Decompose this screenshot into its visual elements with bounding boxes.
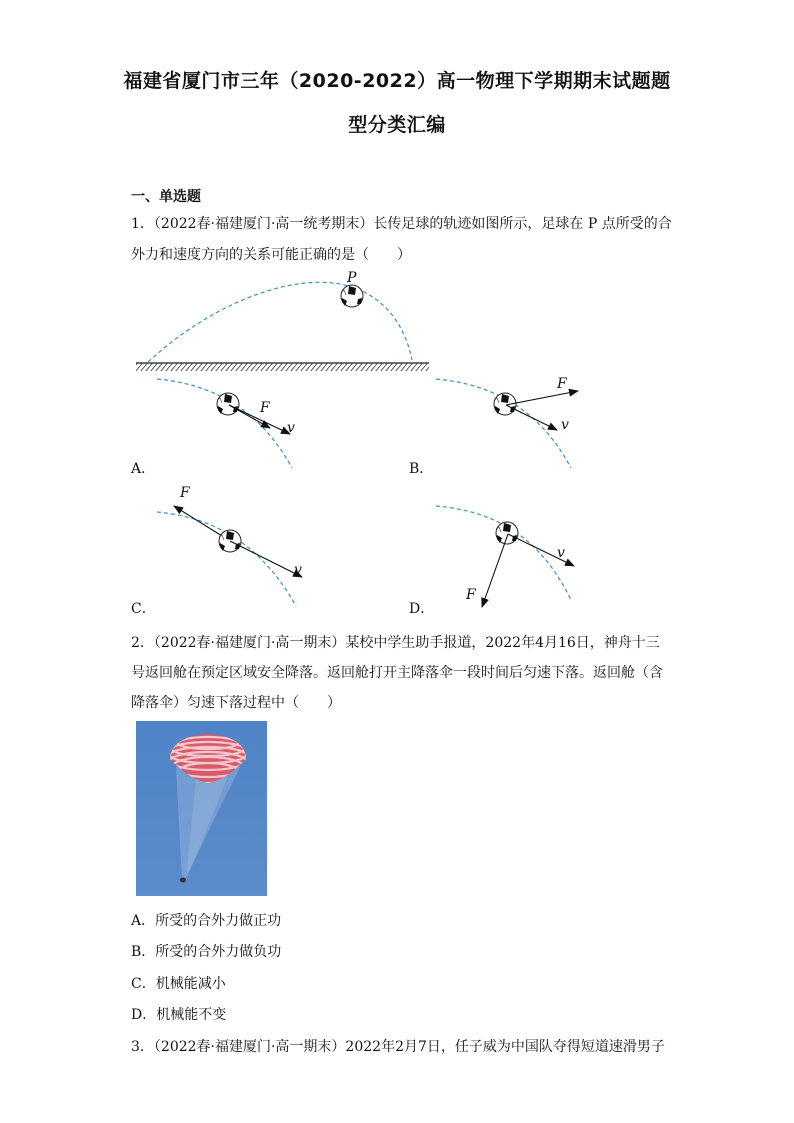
option-d-figure bbox=[436, 506, 574, 607]
option-a-label: A． bbox=[131, 461, 156, 477]
ball-at-p bbox=[341, 285, 363, 307]
q1-stem-line1: 1．（2022春·福建厦门·高一统考期末）长传足球的轨迹如图所示，足球在 P 点所受的合 bbox=[131, 216, 672, 232]
q2-option-d: D．机械能不变 bbox=[131, 1007, 227, 1023]
option-d-label: D． bbox=[409, 601, 435, 617]
q2-stem-line2: 号返回舱在预定区域安全降落。返回舱打开主降落伞一段时间后匀速下落。返回舱（含 bbox=[131, 665, 663, 681]
section-heading: 一、单选题 bbox=[131, 189, 201, 205]
parachute-photo bbox=[136, 721, 267, 896]
doc-title-line2: 型分类汇编 bbox=[348, 114, 446, 136]
velocity-label-b: v bbox=[561, 417, 569, 433]
q2-option-b: B．所受的合外力做负功 bbox=[131, 944, 282, 960]
option-b-label: B． bbox=[409, 461, 434, 477]
option-c-figure bbox=[157, 485, 302, 606]
velocity-label-c: v bbox=[294, 562, 302, 578]
q2-option-a: A．所受的合外力做正功 bbox=[131, 913, 282, 929]
q2-option-c: C．机械能减小 bbox=[131, 976, 226, 992]
ground bbox=[136, 363, 429, 371]
option-a-figure bbox=[157, 379, 295, 468]
force-label-b: F bbox=[557, 376, 567, 392]
q2-stem-line3: 降落伞）匀速下落过程中（ ） bbox=[131, 695, 341, 711]
doc-title-line1: 福建省厦门市三年（2020-2022）高一物理下学期期末试题题 bbox=[123, 70, 671, 92]
velocity-label-d: v bbox=[557, 545, 565, 561]
ball-trajectory bbox=[148, 282, 412, 362]
force-label-d: F bbox=[466, 587, 476, 603]
option-b-figure bbox=[436, 376, 578, 468]
option-c-label: C． bbox=[131, 601, 156, 617]
velocity-label-a: v bbox=[287, 420, 295, 436]
force-label-a: F bbox=[260, 400, 270, 416]
q2-stem-line1: 2．（2022春·福建厦门·高一期末）某校中学生助手报道，2022年4月16日，神舟十三 bbox=[131, 635, 660, 651]
point-p-label: P bbox=[347, 270, 357, 286]
force-label-c: F bbox=[180, 485, 190, 501]
q1-stem-line2: 外力和速度方向的关系可能正确的是（ ） bbox=[131, 247, 411, 263]
q3-stem-line1: 3．（2022春·福建厦门·高一期末）2022年2月7日，任子威为中国队夺得短道速滑男子 bbox=[131, 1039, 665, 1055]
